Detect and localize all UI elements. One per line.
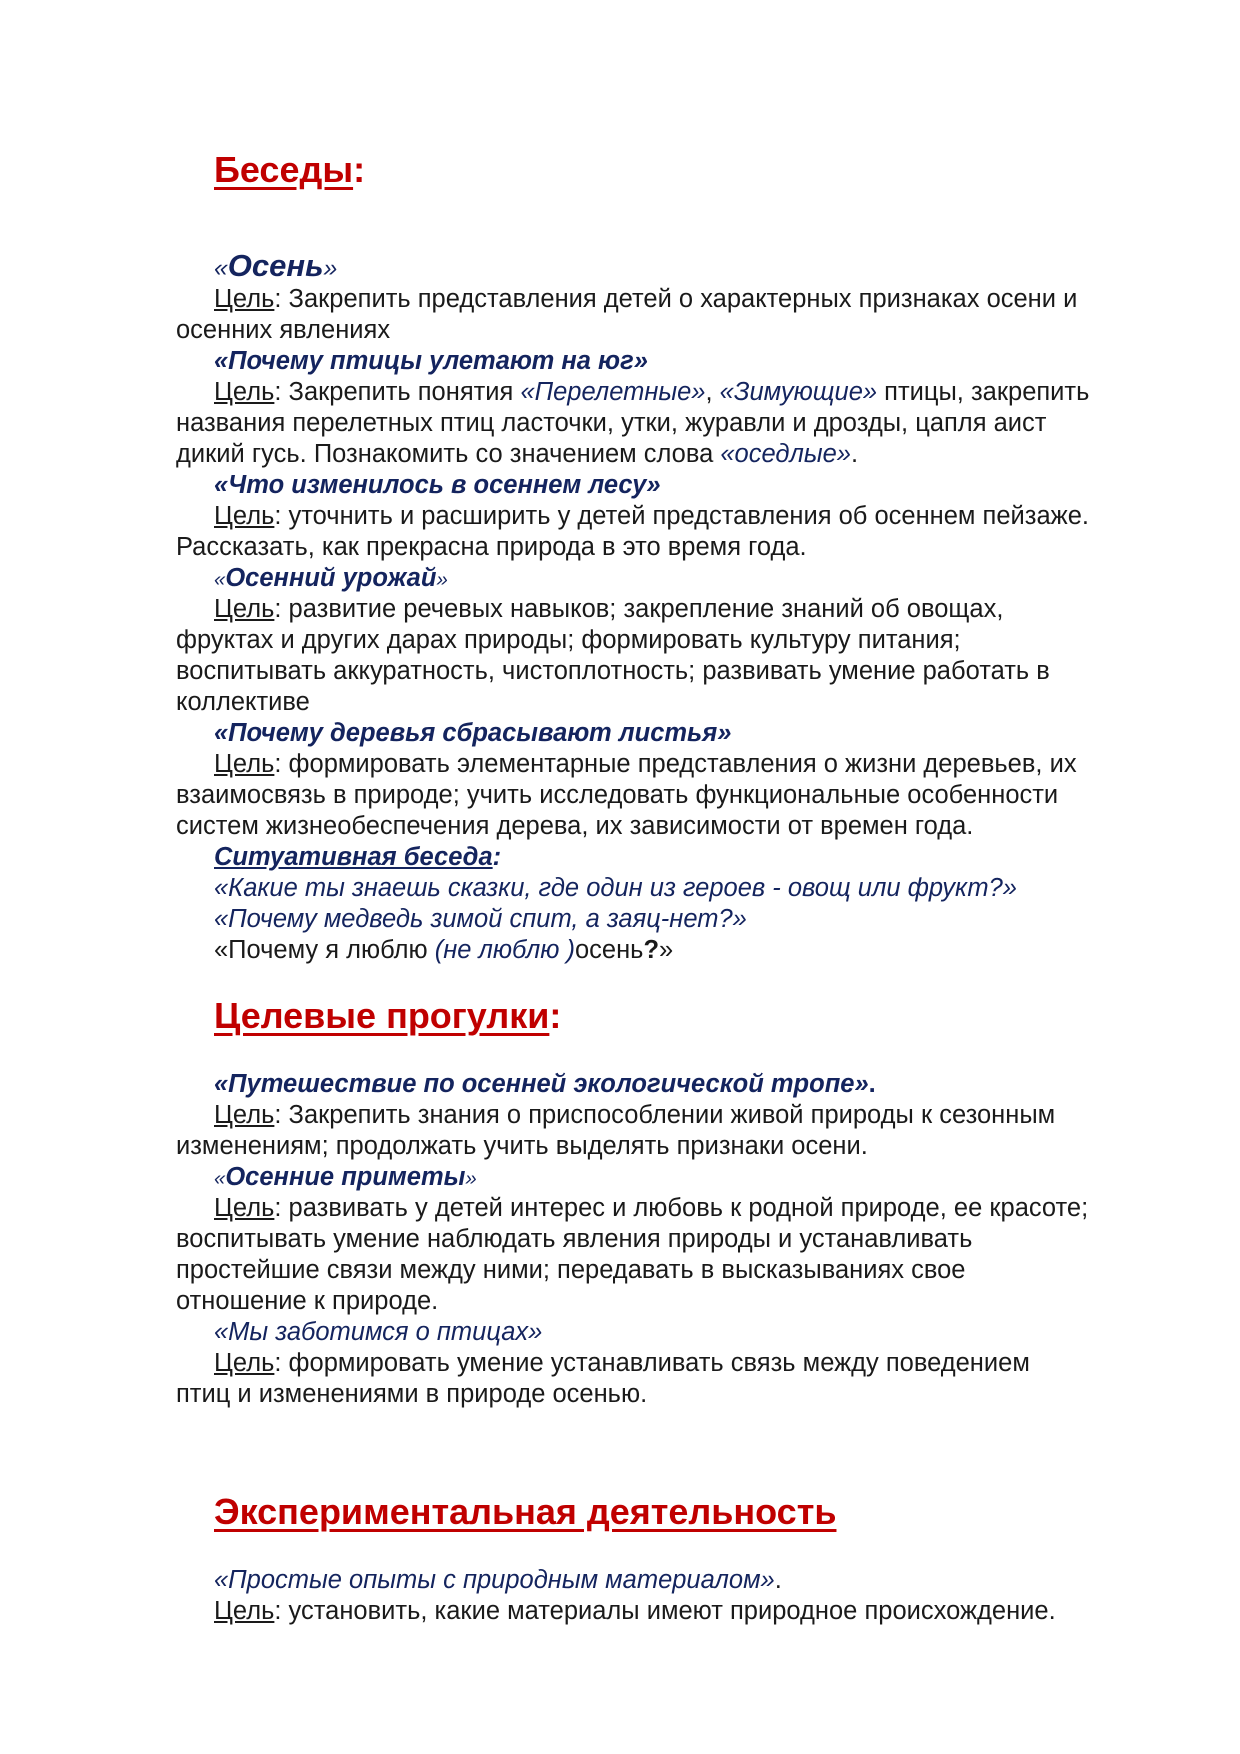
conversation-goal-birds-line3: дикий гусь. Познакомить со значением слова «оседлые». xyxy=(176,440,859,468)
walk-goal-eco-trail-line2: изменениям; продолжать учить выделять признаки осени. xyxy=(176,1132,868,1160)
conversation-goal-harvest-line1: Цель: развитие речевых навыков; закрепление знаний об овощах, xyxy=(214,595,1004,623)
conversation-goal-trees-line3: систем жизнеобеспечения дерева, их зависимости от времен года. xyxy=(176,812,974,840)
conversation-goal-harvest-line2: фруктах и других дарах природы; формировать культуру питания; xyxy=(176,626,961,654)
conversation-goal-trees-line2: взаимосвязь в природе; учить исследовать функциональные особенности xyxy=(176,781,1059,809)
walk-goal-eco-trail-line1: Цель: Закрепить знания о приспособлении живой природы к сезонным xyxy=(214,1101,1056,1129)
conversation-goal-trees-line1: Цель: формировать элементарные представления о жизни деревьев, их xyxy=(214,750,1077,778)
experiment-title-natural-materials: «Простые опыты с природным материалом». xyxy=(214,1566,782,1594)
walk-goal-signs-line2: воспитывать умение наблюдать явления природы и устанавливать xyxy=(176,1225,973,1253)
situational-question-3: «Почему я люблю (не люблю )осень?» xyxy=(214,936,674,964)
situational-question-1: «Какие ты знаешь сказки, где один из героев - овощ или фрукт?» xyxy=(214,874,1017,902)
walk-goal-signs-line1: Цель: развивать у детей интерес и любовь к родной природе, ее красоте; xyxy=(214,1194,1089,1222)
conversation-goal-birds-line2: названия перелетных птиц ласточки, утки, журавли и дрозды, цапля аист xyxy=(176,409,1047,437)
conversation-goal-birds-line1: Цель: Закрепить понятия «Перелетные», «Зимующие» птицы, закрепить xyxy=(214,378,1090,406)
situational-question-2: «Почему медведь зимой спит, а заяц-нет?» xyxy=(214,905,747,933)
walk-title-birds-care: «Мы заботимся о птицах» xyxy=(214,1318,543,1346)
conversation-title-autumn: «Осень» xyxy=(214,248,338,283)
conversation-goal-harvest-line3: воспитывать аккуратность, чистоплотность; развивать умение работать в xyxy=(176,657,1050,685)
conversation-goal-forest-line1: Цель: уточнить и расширить у детей представления об осеннем пейзаже. xyxy=(214,502,1089,530)
walk-title-eco-trail: «Путешествие по осенней экологической тропе». xyxy=(214,1070,876,1098)
conversation-title-harvest: «Осенний урожай» xyxy=(214,564,448,592)
section-heading-conversations: Беседы: xyxy=(214,149,366,190)
walk-goal-birds-care-line2: птиц и изменениями в природе осенью. xyxy=(176,1380,648,1408)
conversation-title-birds: «Почему птицы улетают на юг» xyxy=(214,347,648,375)
conversation-goal-harvest-line4: коллективе xyxy=(176,688,310,716)
conversation-goal-autumn-line1: Цель: Закрепить представления детей о характерных признаках осени и xyxy=(214,285,1078,313)
walk-goal-signs-line3: простейшие связи между ними; передавать в высказываниях свое xyxy=(176,1256,966,1284)
section-heading-walks: Целевые прогулки: xyxy=(214,995,562,1036)
conversation-title-forest: «Что изменилось в осеннем лесу» xyxy=(214,471,661,499)
walk-goal-birds-care-line1: Цель: формировать умение устанавливать связь между поведением xyxy=(214,1349,1030,1377)
conversation-goal-forest-line2: Рассказать, как прекрасна природа в это время года. xyxy=(176,533,807,561)
conversation-title-trees: «Почему деревья сбрасывают листья» xyxy=(214,719,732,747)
situational-conversation-title: Ситуативная беседа: xyxy=(214,843,502,871)
walk-title-signs: «Осенние приметы» xyxy=(214,1163,477,1191)
experiment-goal-natural-materials: Цель: установить, какие материалы имеют природное происхождение. xyxy=(214,1597,1056,1625)
walk-goal-signs-line4: отношение к природе. xyxy=(176,1287,439,1315)
section-heading-experiments: Экспериментальная деятельность xyxy=(214,1491,837,1532)
conversation-goal-autumn-line2: осенних явлениях xyxy=(176,316,391,344)
